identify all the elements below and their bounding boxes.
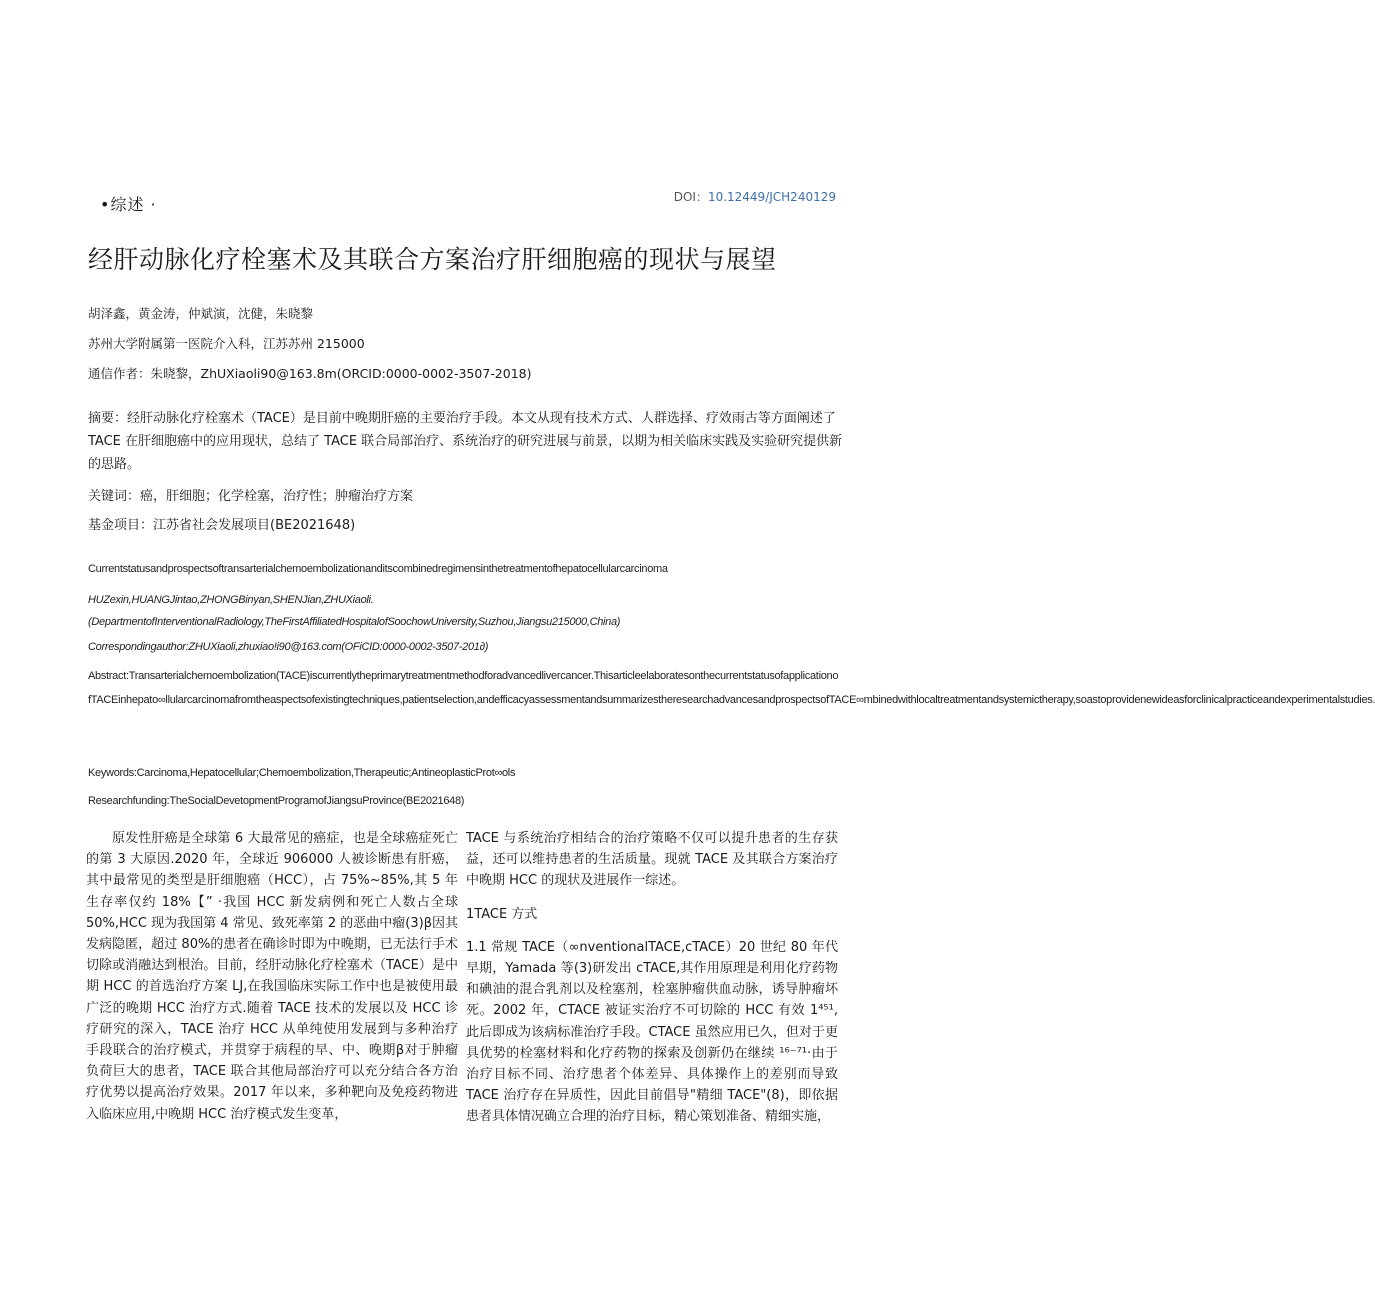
body-left-column (86, 828, 458, 1125)
english-title: Currentstatusandprospectsoftransarterialchemoembolizationanditscombinedregimensinthetreatmentofhepatocellularcarcinoma (88, 563, 668, 575)
intro-paragraph: 原发性肝癌是全球第 6 大最常见的癌症，也是全球癌症死亡的第 3 大原因.2020 年，全球近 906000 人被诊断患有肝癌，其中最常见的类型是肝细胞癌（HCC），占 75%~85%,其 5 年生存率仅约 18%【” ·我国 HCC 新发病例和死亡人数占全球 50%,HCC 现为我国第 4 常见、致死率第 2 的恶曲中瘤(3)β因其发病隐匿，超过 80%的患者在确诊时即为中晚期，已无法行手术切除或消融达到根治。目前，经肝动脉化疗栓塞术（TACE）是中期 HCC 的首选治疗方案 LJ,在我国临床实际工作中也是被使用最广泛的晚期 HCC 治疗方式.随着 TACE 技术的发展以及 HCC 诊疗研究的深入，TACE 治疗 HCC 从单纯使用发展到与多种治疗手段联合的治疗模式，并贯穿于病程的早、中、晚期β对于肿瘤负荷巨大的患者，TACE 联合其他局部治疗可以充分结合各方治疗优势以提高治疗效果。2017 年以来，多种靶向及免疫药物进入临床应用,中晚期 HCC 治疗模式发生变革， (86, 831, 458, 1122)
abstract-cn: 摘要：经肝动脉化疗栓塞术（TACE）是目前中晚期肝癌的主要治疗手段。本文从现有技术方式、人群选择、疗效雨古等方面阐述了 TACE 在肝细胞癌中的应用现状，总结了 TACE 联合局部治疗、系统治疗的研究进展与前景，以期为相关临床实践及实验研究提供新的思路。 (88, 411, 843, 472)
corresponding-cn: 通信作者：朱晓黎，ZhUXiaoli90@163.8m(ORCID:0000-0002-3507-2018) (88, 366, 532, 381)
intro-continuation: TACE 与系统治疗相结合的治疗策略不仅可以提升患者的生存获益，还可以维持患者的生活质量。现就 TACE 及其联合方案治疗中晚期 HCC 的现状及进展作一综述。 (466, 831, 838, 889)
section-tag: •综述 · (100, 195, 157, 214)
article-title: 经肝动脉化疗栓塞术及其联合方案治疗肝细胞癌的现状与展望 (88, 245, 777, 274)
section-paragraph: 1.1 常规 TACE（∞nventionalTACE,cTACE）20 世纪 80 年代早期，Yamada 等(3)研发出 cTACE,其作用原理是利用化疗药物和碘油的混合乳剂以及栓塞剂，栓塞肿瘤供血动脉，诱导肿瘤坏死。2002 年，CTACE 被证实治疗不可切除的 HCC 有效 1⁴⁵¹,此后即成为该病标准治疗手段。CTACE 虽然应用已久，但对于更具优势的栓塞材料和化疗药物的探索及创新仍在继续 ¹⁶⁻⁷¹·由于治疗目标不同、治疗患者个体差异、具体操作上的差别而导致 TACE 治疗存在异质性，因此目前倡导"精细 TACE"(8)，即依据患者具体情况确立合理的治疗目标，精心策划准备、精细实施， (466, 939, 838, 1125)
keywords-cn: 关键词：癌，肝细胞；化学栓塞，治疗性；肿瘤治疗方案 (88, 489, 414, 504)
doi-label: DOI： (673, 190, 708, 204)
authors-cn: 胡泽鑫，黄金涛，仲斌演，沈健，朱晓黎 (88, 306, 314, 321)
english-abstract: Abstract:Transarterialchemoembolization(TACE)iscurrentlytheprimarytreatmentmethodforadvancedlivercancer.Thisarticleelaboratesonthecurrentstatusofapplicationo fTACEinhepato∞llularcarcinomafromtheaspectsofexistingtechniques,patientselection,andefficacyassessmentandsummarizestheresearchadvancesandprospectsofTACE∞mbinedwithlocaltreatmentandsystemictherapy,soastoprovidenewideasforclinicalpracticeandexperimentalstudies. (88, 670, 1375, 706)
body-right-column (466, 828, 838, 1128)
doi-value: 10.12449/JCH240129 (707, 190, 836, 204)
doi (674, 188, 836, 205)
english-funding: Researchfunding:TheSocialDevetopmentProgramofJiangsuProvince(BE2021648) (88, 795, 465, 807)
english-keywords: Keywords:Carcinoma,Hepatocellular;Chemoembolization,Therapeutic;AntineoplasticProt∞ols (88, 767, 516, 779)
funding-cn: 基金项目：江苏省社会发展项目(BE2021648) (88, 518, 356, 533)
english-corresponding: Correspondingauthor:ZHUXiaoli,zhuxiao!i90@163.com(OFiCID:0000-0002-3507-201∂) (88, 641, 489, 653)
english-authors: HUZexin,HUANGJintao,ZHONGBinyan,SHENJian,ZHUXiaoli.(DepartmentofInterventionalRadiology,TheFirstAffiliatedHospitalofSoochowUniversity,Suzhou,Jiangsu215000,China) (88, 594, 621, 628)
section-heading: 1TACE 方式 (466, 906, 538, 922)
affiliation-cn: 苏州大学附属第一医院介入科，江苏苏州 215000 (88, 336, 365, 351)
